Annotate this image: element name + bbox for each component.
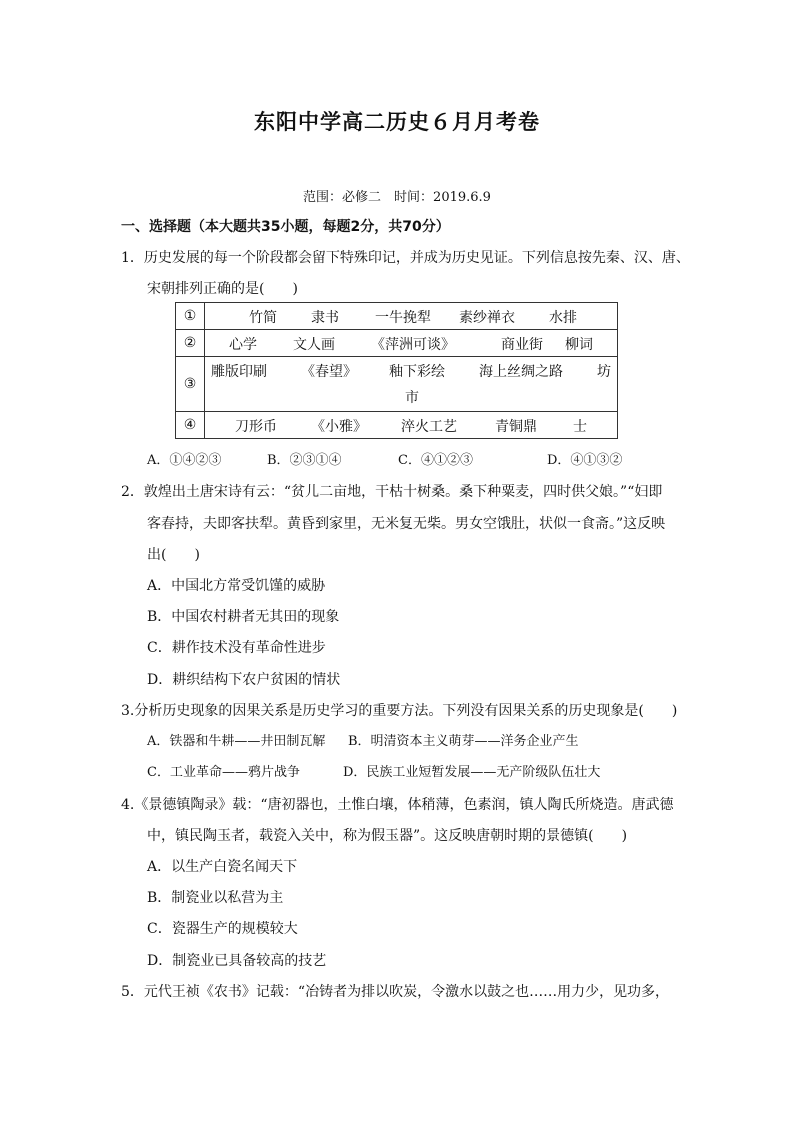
- table-cell: 心学: [229, 337, 257, 353]
- option-b[interactable]: B．制瓷业以私营为主: [147, 890, 284, 906]
- table-cell: 素纱禅衣: [459, 310, 515, 326]
- table-cell: 商业街: [501, 337, 543, 353]
- option-d[interactable]: D．耕织结构下农户贫困的情状: [147, 672, 341, 688]
- row-number: ①: [176, 303, 205, 330]
- option-a[interactable]: A．中国北方常受饥馑的威胁: [147, 578, 326, 594]
- option-c[interactable]: C．④①②③: [398, 453, 473, 468]
- option-d[interactable]: D．制瓷业已具备较高的技艺: [147, 953, 327, 969]
- table-cell: 市: [405, 390, 419, 406]
- table-cell: 竹简: [249, 310, 277, 326]
- table-cell: 《春望》: [301, 364, 357, 380]
- table-cell: 海上丝绸之路: [479, 364, 563, 380]
- question-1-line-1: 1．历史发展的每一个阶段都会留下特殊印记，并成为历史见证。下列信息按先秦、汉、唐、: [121, 250, 690, 266]
- section-heading: 一、选择题（本大题共35小题，每题2分，共70分）: [121, 219, 450, 235]
- option-c[interactable]: C．工业革命——鸦片战争: [147, 765, 300, 780]
- option-b[interactable]: B．明清资本主义萌芽——洋务企业产生: [348, 734, 579, 749]
- question-1-line-2: 宋朝排列正确的是( ): [147, 281, 298, 297]
- table-cell: 刀形币: [235, 419, 277, 435]
- option-d[interactable]: D．④①③②: [547, 453, 623, 468]
- row-number: ②: [176, 330, 205, 357]
- table-cell: 水排: [549, 310, 577, 326]
- option-c[interactable]: C．耕作技术没有革命性进步: [147, 640, 326, 656]
- option-a[interactable]: A．①④②③: [147, 453, 222, 468]
- table-cell: 一牛挽犁: [375, 310, 431, 326]
- table-cell: 隶书: [311, 310, 339, 326]
- question-2-line-3: 出( ): [147, 547, 200, 563]
- question-1-table: [175, 302, 618, 439]
- table-cell: 坊: [597, 364, 611, 380]
- table-row: [176, 412, 618, 439]
- question-2-line-2: 客春持，夫即客扶犁。黄昏到家里，无米复无柴。男女空饿肚，状似一食斋。”这反映: [147, 516, 666, 532]
- option-b[interactable]: B．中国农村耕者无其田的现象: [147, 609, 340, 625]
- question-4-line-2: 中，镇民陶玉者，载瓷入关中，称为假玉器”。这反映唐朝时期的景德镇( ): [147, 828, 628, 844]
- table-cell: 士: [573, 419, 587, 435]
- table-row: [176, 330, 618, 357]
- question-2-line-1: 2．敦煌出土唐宋诗有云：“贫儿二亩地，干枯十树桑。桑下种粟麦，四时供父娘。”“妇即: [121, 484, 663, 500]
- table-cell: 《萍洲可谈》: [371, 337, 455, 353]
- table-row: [176, 357, 618, 412]
- table-cell: 文人画: [293, 337, 335, 353]
- option-c[interactable]: C．瓷器生产的规模较大: [147, 921, 298, 937]
- option-d[interactable]: D．民族工业短暂发展——无产阶级队伍壮大: [343, 765, 601, 780]
- table-cell: 釉下彩绘: [389, 364, 445, 380]
- question-3-line-1: 3.分析历史现象的因果关系是历史学习的重要方法。下列没有因果关系的历史现象是( ): [121, 703, 678, 719]
- row-number: ④: [176, 412, 205, 439]
- exam-meta: 范围：必修二 时间：2019.6.9: [303, 190, 491, 205]
- option-a[interactable]: A．铁器和牛耕——井田制瓦解: [147, 734, 326, 749]
- page-title: 东阳中学高二历史６月月考卷: [254, 110, 540, 134]
- option-b[interactable]: B．②③①④: [267, 453, 342, 468]
- question-5-line-1: 5．元代王祯《农书》记载：“冶铸者为排以吹炭，令激水以鼓之也……用力少，见功多，: [121, 984, 670, 1000]
- row-number: ③: [176, 357, 205, 412]
- table-row: [176, 303, 618, 330]
- table-cell: 柳词: [565, 337, 593, 353]
- question-4-line-1: 4.《景德镇陶录》载：“唐初器也，土惟白壤，体稍薄，色素润，镇人陶氏所烧造。唐武德: [121, 797, 674, 813]
- table-cell: 青铜鼎: [495, 419, 537, 435]
- table-cell: 《小雅》: [311, 419, 367, 435]
- option-a[interactable]: A．以生产白瓷名闻天下: [147, 859, 298, 875]
- table-cell: 雕版印刷: [211, 364, 267, 380]
- table-cell: 淬火工艺: [401, 419, 457, 435]
